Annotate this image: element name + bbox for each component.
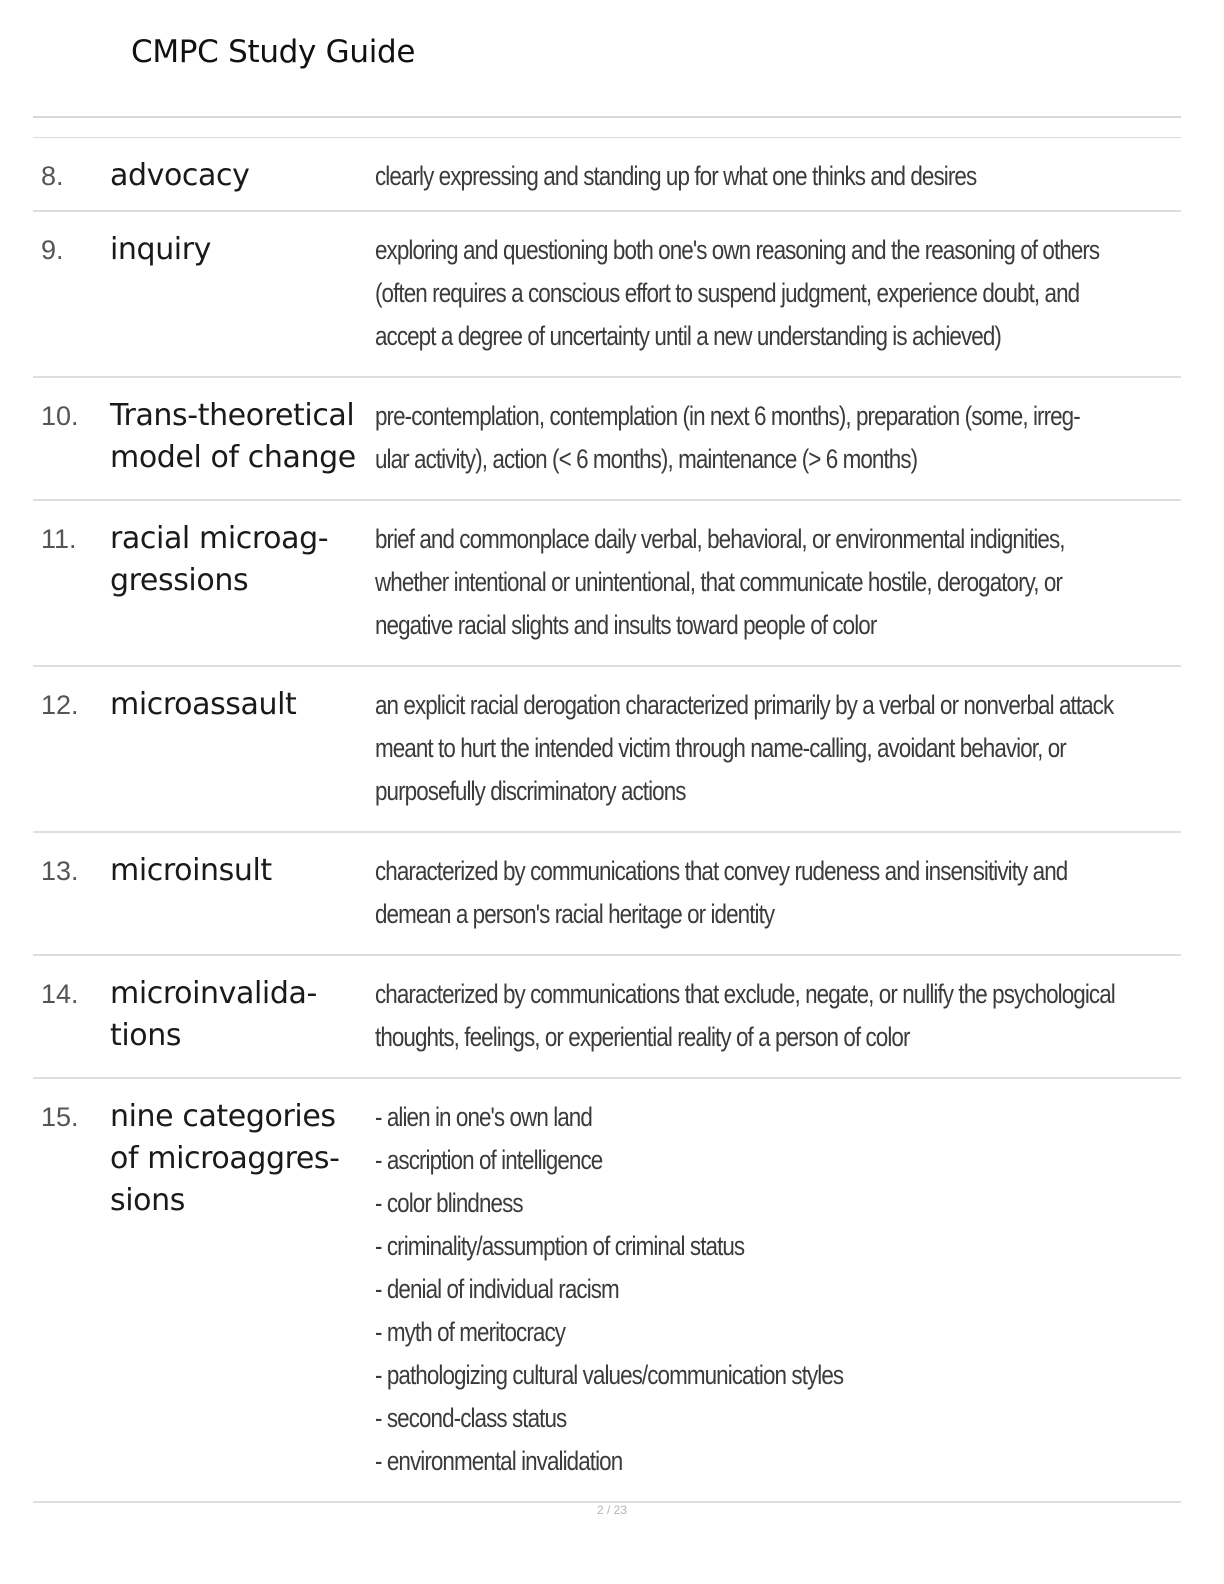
card-number <box>33 850 110 892</box>
flashcard-row <box>33 833 1181 956</box>
card-number <box>33 229 110 271</box>
card-number-text: 13. <box>41 856 79 886</box>
definition-line: an explicit racial derogation characterized primarily by a verbal or nonverbal attack <box>375 690 1114 720</box>
definition-list-item: - criminality/assumption of criminal status <box>375 1231 745 1261</box>
definition-list-item: - myth of meritocracy <box>375 1317 566 1347</box>
card-number <box>33 1096 110 1138</box>
term-line: sions <box>110 1183 185 1218</box>
card-definition <box>375 1096 1044 1483</box>
definition-line: exploring and questioning both one's own reasoning and the reasoning of others <box>375 235 1100 265</box>
flashcard-row <box>33 667 1181 833</box>
definition-line: whether intentional or unintentional, that communicate hostile, derogatory, or <box>375 567 1063 597</box>
card-number-text: 10. <box>41 401 79 431</box>
definition-list-item: - color blindness <box>375 1188 523 1218</box>
page-number: 2 / 23 <box>596 1503 628 1517</box>
flashcard-list <box>33 138 1181 1503</box>
card-number <box>33 395 110 437</box>
card-term <box>110 229 375 271</box>
definition-list-item: - denial of individual racism <box>375 1274 619 1304</box>
definition-list-item: - second-class status <box>375 1403 567 1433</box>
card-term <box>110 395 375 479</box>
card-number <box>33 973 110 1015</box>
definition-line: brief and commonplace daily verbal, behavioral, or environmental indignities, <box>375 524 1065 554</box>
document-title: CMPC Study Guide <box>131 34 416 70</box>
term-line: model of change <box>110 440 356 475</box>
definition-line: demean a person's racial heritage or identity <box>375 899 775 929</box>
card-number-text: 15. <box>41 1102 79 1132</box>
definition-line: thoughts, feelings, or experiential reality of a person of color <box>375 1022 910 1052</box>
card-definition <box>375 395 1086 481</box>
definition-line: meant to hurt the intended victim through name-calling, avoidant behavior, or <box>375 733 1066 763</box>
term-line: microinvalida- <box>110 976 317 1011</box>
card-term <box>110 1096 375 1222</box>
card-number <box>33 155 110 197</box>
card-definition <box>375 850 1074 936</box>
card-number <box>33 684 110 726</box>
card-number-text: 12. <box>41 690 79 720</box>
flashcard-row <box>33 956 1181 1079</box>
card-term <box>110 973 375 1057</box>
card-number-text: 9. <box>41 235 64 265</box>
term-line: tions <box>110 1018 182 1053</box>
term-line: inquiry <box>110 232 212 267</box>
definition-line: pre-contemplation, contemplation (in next 6 months), preparation (some, irreg- <box>375 401 1080 431</box>
definition-list-item: - ascription of intelligence <box>375 1145 603 1175</box>
card-definition <box>375 518 1071 647</box>
term-line: racial microag- <box>110 521 329 556</box>
definition-list-item: - pathologizing cultural values/communication styles <box>375 1360 844 1390</box>
flashcard-row <box>33 138 1181 212</box>
card-definition <box>375 973 1121 1059</box>
term-line: microinsult <box>110 853 272 888</box>
header-divider <box>33 116 1181 118</box>
card-term <box>110 684 375 726</box>
card-term <box>110 850 375 892</box>
card-term <box>110 155 375 197</box>
card-definition <box>375 229 1106 358</box>
flashcard-row <box>33 1079 1181 1503</box>
term-line: advocacy <box>110 158 250 193</box>
card-number-text: 8. <box>41 161 64 191</box>
definition-list-item: - environmental invalidation <box>375 1446 623 1476</box>
flashcard-row <box>33 378 1181 501</box>
card-number-text: 11. <box>41 524 77 554</box>
definition-line: negative racial slights and insults toward people of color <box>375 610 877 640</box>
definition-line: accept a degree of uncertainty until a new understanding is achieved) <box>375 321 1001 351</box>
term-line: Trans-theoretical <box>110 398 355 433</box>
definition-line: characterized by communications that exclude, negate, or nullify the psychological <box>375 979 1115 1009</box>
definition-line: purposefully discriminatory actions <box>375 776 686 806</box>
term-line: nine categories <box>110 1099 336 1134</box>
card-definition <box>375 155 1044 198</box>
definition-line: (often requires a conscious effort to suspend judgment, experience doubt, and <box>375 278 1080 308</box>
term-line: of microaggres- <box>110 1141 340 1176</box>
definition-line: clearly expressing and standing up for what one thinks and desires <box>375 161 977 191</box>
definition-line: ular activity), action (< 6 months), maintenance (> 6 months) <box>375 444 918 474</box>
definition-list-item: - alien in one's own land <box>375 1102 592 1132</box>
flashcard-row <box>33 501 1181 667</box>
term-line: microassault <box>110 687 297 722</box>
definition-line: characterized by communications that convey rudeness and insensitivity and <box>375 856 1068 886</box>
card-number-text: 14. <box>41 979 79 1009</box>
flashcard-row <box>33 212 1181 378</box>
card-number <box>33 518 110 560</box>
card-term <box>110 518 375 602</box>
card-definition <box>375 684 1120 813</box>
term-line: gressions <box>110 563 249 598</box>
